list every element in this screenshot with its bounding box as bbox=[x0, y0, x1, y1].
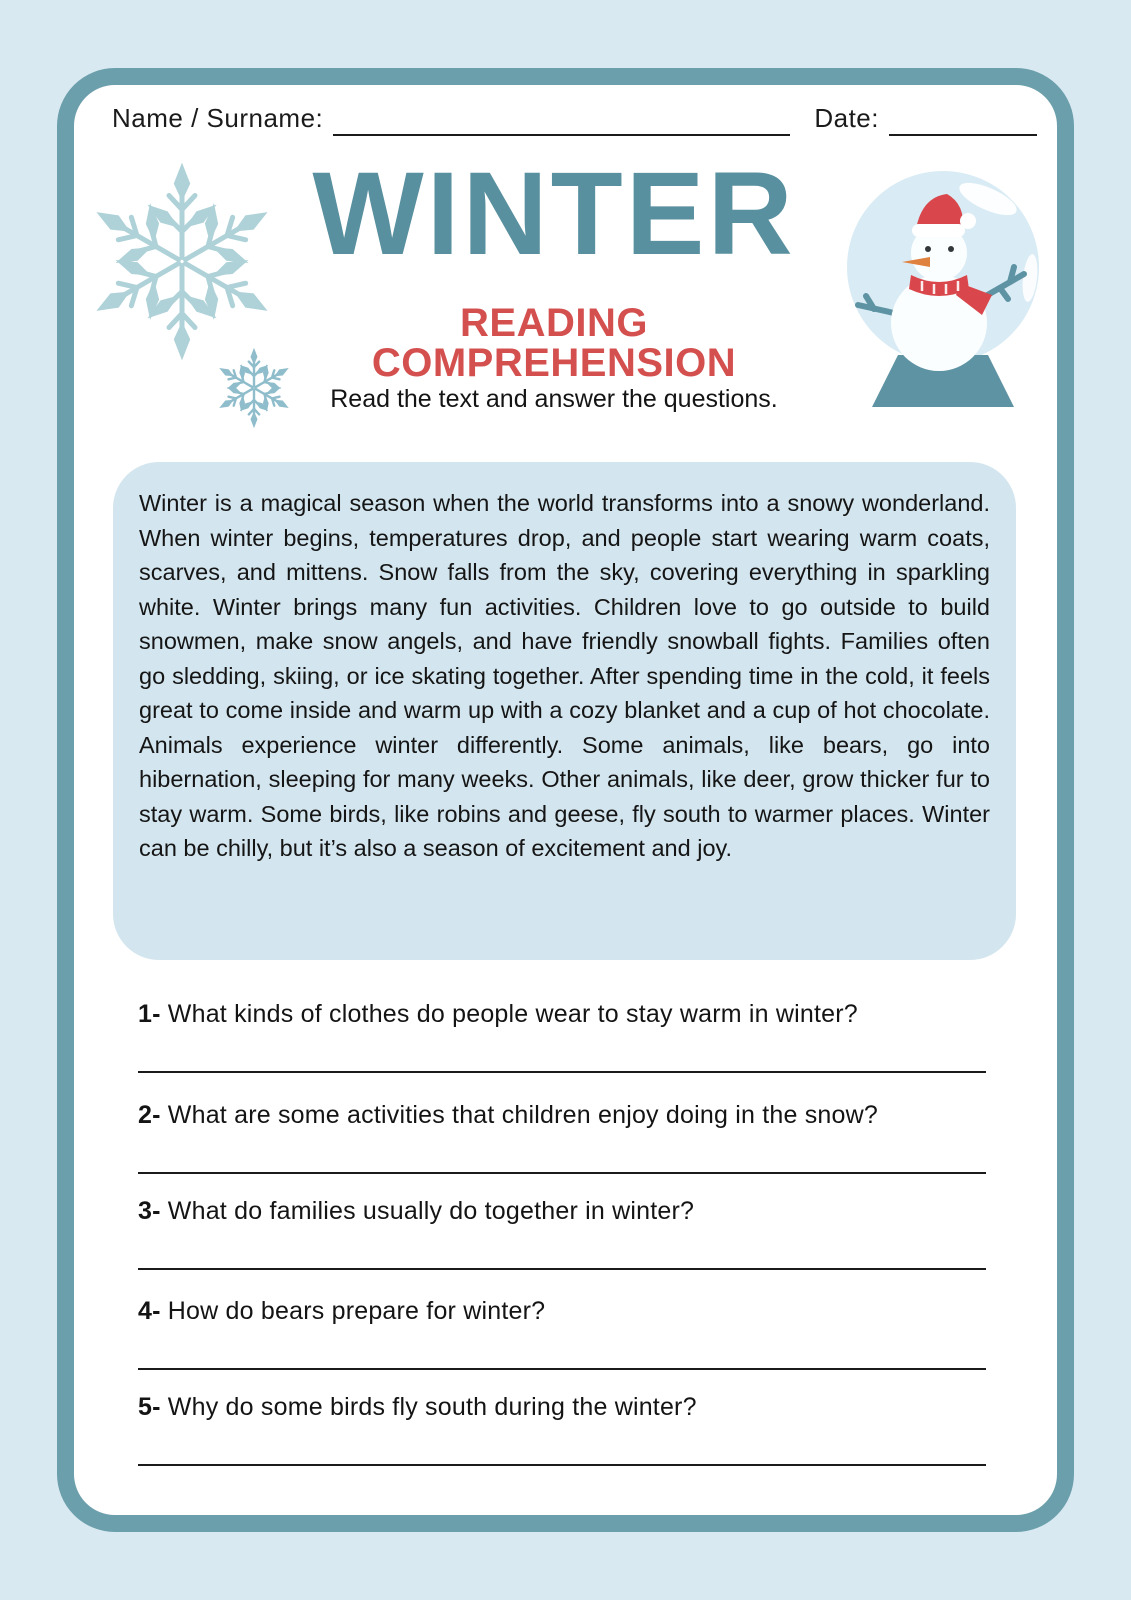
name-input-line[interactable] bbox=[333, 104, 790, 136]
worksheet-border bbox=[57, 68, 1074, 1532]
snow-globe-icon bbox=[842, 163, 1046, 421]
question-item-2 bbox=[138, 1101, 986, 1174]
reading-passage: Winter is a magical season when the world transforms into a snowy wonderland. When winter begins, temperatures drop, and people start wearing warm coats, scarves, and mittens. Snow falls from the sky, covering everything in sparkling white. Winter brings many fun activities. Children love to go outside to build snowmen, make snow angels, and have friendly snowball fights. Families often go sledding, skiing, or ice skating together. After spending time in the cold, it feels great to come inside and warm up with a cozy blanket and a cup of hot chocolate. Animals experience winter differently. Some animals, like bears, go into hibernation, sleeping for many weeks. Other animals, like deer, grow thicker fur to stay warm. Some birds, like robins and geese, fly south to warmer places. Winter can be chilly, but it’s also a season of excitement and joy. bbox=[139, 490, 990, 861]
answer-line-2[interactable] bbox=[138, 1172, 986, 1174]
worksheet-title: WINTER bbox=[312, 148, 796, 280]
answer-line-1[interactable] bbox=[138, 1071, 986, 1073]
question-number: 2- bbox=[138, 1101, 161, 1129]
question-item-1 bbox=[138, 1000, 986, 1073]
snowflake-icon-large bbox=[82, 159, 282, 364]
date-input-line[interactable] bbox=[889, 104, 1037, 136]
question-number: 4- bbox=[138, 1297, 161, 1325]
answer-line-5[interactable] bbox=[138, 1464, 986, 1466]
question-item-5 bbox=[138, 1393, 986, 1466]
question-item-3 bbox=[138, 1197, 986, 1270]
reading-passage-box bbox=[113, 462, 1016, 960]
question-text: Why do some birds fly south during the winter? bbox=[167, 1393, 697, 1421]
question-item-4 bbox=[138, 1297, 986, 1370]
question-number: 3- bbox=[138, 1197, 161, 1225]
question-text: What kinds of clothes do people wear to stay warm in winter? bbox=[167, 1000, 858, 1028]
question-text: How do bears prepare for winter? bbox=[167, 1297, 546, 1325]
worksheet-subtitle: READING COMPREHENSION bbox=[371, 301, 737, 385]
question-text: What are some activities that children enjoy doing in the snow? bbox=[167, 1101, 878, 1129]
answer-line-4[interactable] bbox=[138, 1368, 986, 1370]
answer-line-3[interactable] bbox=[138, 1268, 986, 1270]
question-number: 1- bbox=[138, 1000, 161, 1028]
header-row bbox=[112, 103, 1037, 136]
question-number: 5- bbox=[138, 1393, 161, 1421]
question-text: What do families usually do together in winter? bbox=[167, 1197, 695, 1225]
instruction-text: Read the text and answer the questions. bbox=[330, 385, 778, 413]
name-label: Name / Surname: bbox=[112, 103, 324, 133]
date-label: Date: bbox=[814, 103, 879, 133]
